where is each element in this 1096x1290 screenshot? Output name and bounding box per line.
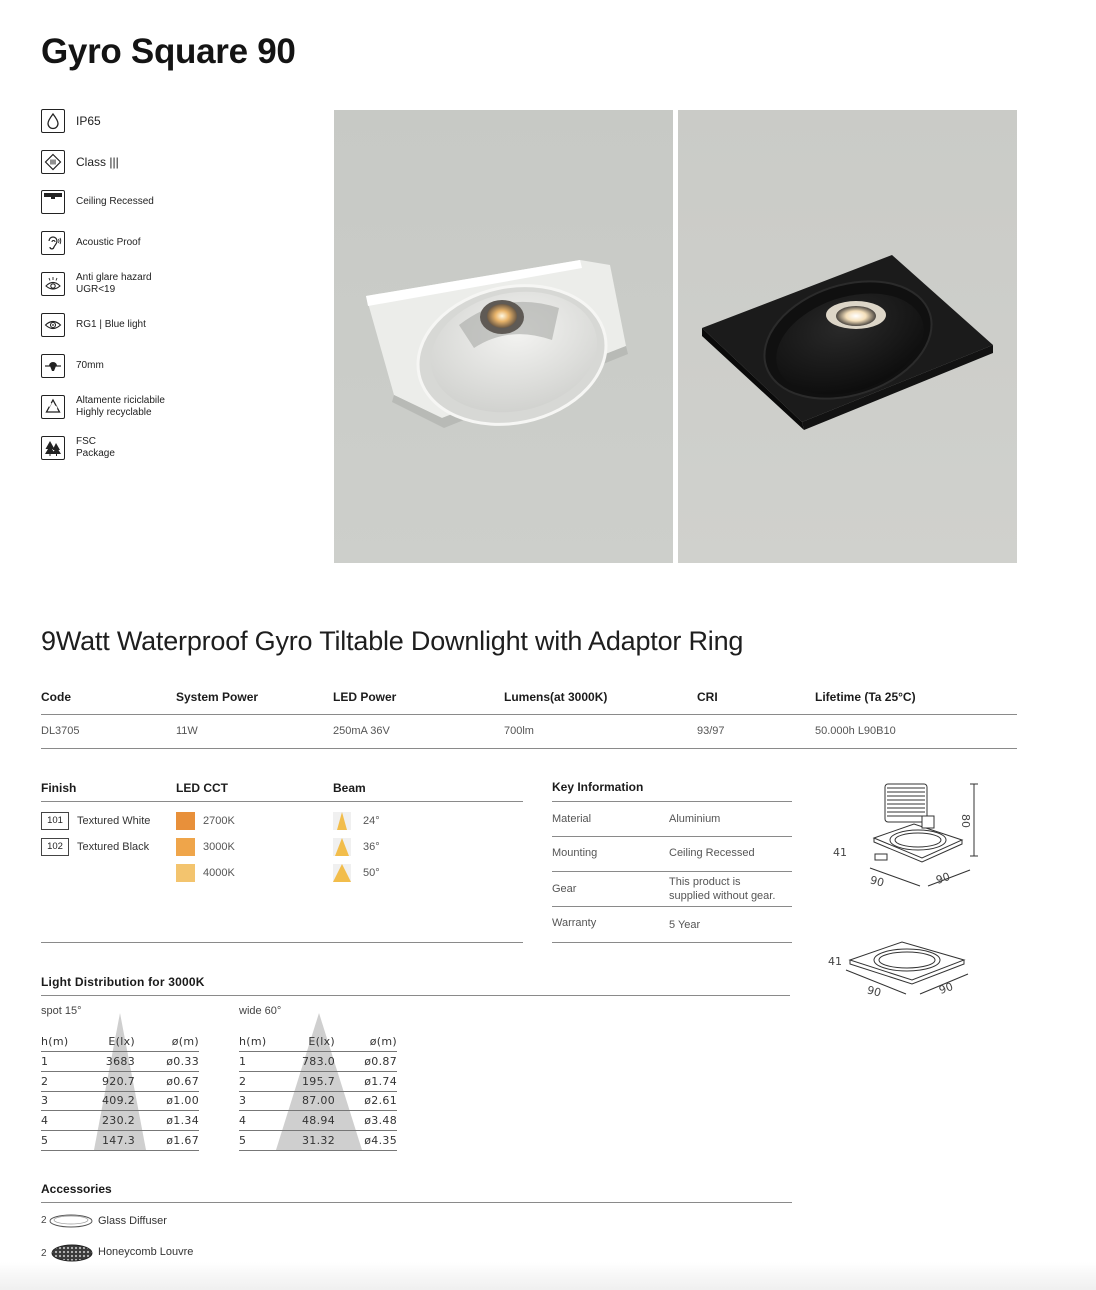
feature-label: IP65 — [76, 114, 101, 128]
cutout-size-icon — [41, 354, 65, 378]
spec-value-lifetime: 50.000h L90B10 — [815, 725, 896, 737]
cct-swatch-2700k — [176, 812, 195, 830]
ld-table-cell: 2 — [41, 1074, 49, 1088]
feature-blue-light — [41, 313, 146, 337]
water-drop-icon — [41, 109, 65, 133]
spec-value-lumens: 700lm — [504, 725, 534, 737]
ld-table-cell: 4 — [239, 1114, 247, 1128]
ld-table-cell: ø4.35 — [364, 1133, 397, 1147]
feature-recyclable — [41, 395, 165, 419]
accessory-label: Glass Diffuser — [98, 1215, 167, 1227]
cct-label: 2700K — [203, 815, 235, 827]
ld-header-cell: E(lx) — [308, 1035, 335, 1048]
ld-table-cell: ø1.74 — [364, 1074, 397, 1088]
recycle-icon — [41, 395, 65, 419]
feature-label: Altamente riciclabile — [76, 395, 165, 406]
spec-value-led-power: 250mA 36V — [333, 725, 390, 737]
ld-table-cell: 5 — [239, 1133, 247, 1147]
divider — [552, 906, 792, 907]
spec-header-system-power: System Power — [176, 690, 259, 704]
spec-header-code: Code — [41, 690, 71, 704]
blue-light-eye-icon — [41, 313, 65, 337]
wide-beam-label: wide 60° — [239, 1005, 282, 1017]
key-label-warranty: Warranty — [552, 917, 597, 929]
ld-table-cell: 2 — [239, 1074, 247, 1088]
beam-heading: Beam — [333, 781, 366, 795]
ld-table-cell: 783.0 — [302, 1055, 335, 1068]
ld-row-divider — [239, 1130, 397, 1131]
product-photo-white — [334, 110, 673, 563]
ld-table-cell: 48.94 — [302, 1114, 335, 1128]
dimension-width-b: 90 — [934, 869, 952, 888]
ld-row-divider — [239, 1091, 397, 1092]
beam-angle-icon — [333, 812, 351, 830]
key-value-gear-line2: supplied without gear. — [669, 890, 776, 902]
divider — [552, 942, 792, 943]
ld-row-divider — [239, 1150, 397, 1151]
ld-table-cell: ø0.67 — [166, 1074, 199, 1088]
class-three-icon — [41, 150, 65, 174]
glass-diffuser-icon — [48, 1212, 94, 1230]
key-value-gear-line1: This product is — [669, 876, 741, 888]
acoustic-ear-icon — [41, 231, 65, 255]
ld-table-cell: 3683 — [105, 1055, 135, 1068]
divider — [552, 801, 792, 802]
divider — [41, 748, 1017, 749]
ld-table-cell: 230.2 — [102, 1114, 135, 1128]
feature-label: 70mm — [76, 360, 104, 371]
key-info-heading: Key Information — [552, 780, 644, 794]
feature-sublabel: UGR<19 — [76, 284, 116, 295]
dimension-width-a: 90 — [865, 983, 883, 1000]
feature-label: Anti glare hazard — [76, 272, 152, 283]
divider — [41, 714, 1017, 715]
spec-value-code: DL3705 — [41, 725, 80, 737]
dimension-width-b: 90 — [937, 979, 955, 998]
product-photo-black — [678, 110, 1017, 563]
key-label-mounting: Mounting — [552, 847, 598, 859]
key-value-material: Aluminium — [669, 813, 721, 825]
ld-table-cell: 1 — [41, 1055, 49, 1068]
ld-row-divider — [41, 1130, 199, 1131]
feature-text — [76, 272, 152, 296]
key-label-gear: Gear — [552, 883, 577, 895]
feature-anti-glare — [41, 272, 152, 296]
beam-label: 24° — [363, 815, 380, 827]
cct-swatch-3000k — [176, 838, 195, 856]
ld-row-divider — [239, 1110, 397, 1111]
ld-header-cell: ø(m) — [171, 1035, 199, 1048]
ld-row-divider — [239, 1051, 397, 1052]
spec-value-cri: 93/97 — [697, 725, 725, 737]
spec-header-led-power: LED Power — [333, 690, 397, 704]
ld-table-cell: 3 — [41, 1094, 49, 1108]
feature-text — [76, 436, 115, 460]
divider — [41, 1202, 792, 1203]
fsc-tree-icon — [41, 436, 65, 460]
beam-angle-icon — [333, 838, 351, 856]
ld-table-cell: 1 — [239, 1055, 247, 1068]
feature-ip65 — [41, 109, 101, 133]
ceiling-recessed-icon — [41, 190, 65, 214]
product-subtitle: 9Watt Waterproof Gyro Tiltable Downlight with Adaptor Ring — [41, 626, 744, 656]
dimension-width-a: 90 — [868, 873, 886, 890]
ld-table-cell: ø1.34 — [166, 1114, 199, 1128]
feature-sublabel: Highly recyclable — [76, 407, 152, 418]
ld-table-cell: 147.3 — [102, 1133, 135, 1147]
ld-row-divider — [41, 1110, 199, 1111]
feature-cutout — [41, 354, 104, 378]
ld-table-cell: ø1.67 — [166, 1133, 199, 1147]
spec-header-cri: CRI — [697, 690, 718, 704]
dimension-depth: 41 — [833, 846, 847, 859]
ld-header-cell: h(m) — [239, 1035, 267, 1048]
ld-table-cell: ø2.61 — [364, 1094, 397, 1108]
finish-heading: Finish — [41, 781, 77, 795]
beam-label: 36° — [363, 841, 380, 853]
feature-label: Ceiling Recessed — [76, 196, 154, 207]
ld-table-cell: ø0.33 — [166, 1055, 199, 1068]
key-value-mounting: Ceiling Recessed — [669, 847, 755, 859]
dimension-depth: 41 — [828, 955, 842, 968]
page-bottom-shadow — [0, 1262, 1096, 1290]
accessories-title: Accessories — [41, 1182, 112, 1196]
finish-label-black: Textured Black — [77, 841, 150, 853]
ld-table-cell: 3 — [239, 1094, 247, 1108]
ld-header-cell: h(m) — [41, 1035, 69, 1048]
ld-table-cell: 920.7 — [102, 1074, 135, 1088]
key-label-material: Material — [552, 813, 592, 825]
spot-beam-label: spot 15° — [41, 1005, 82, 1017]
divider — [41, 942, 523, 943]
feature-label: Acoustic Proof — [76, 237, 141, 248]
feature-acoustic — [41, 231, 140, 255]
feature-text — [76, 395, 165, 419]
dimension-drawing-top — [842, 778, 992, 888]
dimension-drawing-bottom — [840, 936, 976, 1000]
spec-value-system-power: 11W — [176, 725, 198, 737]
ld-row-divider — [41, 1051, 199, 1052]
ld-table-cell: 5 — [41, 1133, 49, 1147]
ld-row-divider — [41, 1150, 199, 1151]
ld-table-cell: 195.7 — [302, 1074, 335, 1088]
feature-label: Class ||| — [76, 155, 119, 169]
feature-class — [41, 150, 119, 174]
page-title: Gyro Square 90 — [41, 32, 296, 71]
finish-code-white: 101 — [41, 812, 69, 830]
cct-label: 4000K — [203, 867, 235, 879]
feature-fsc — [41, 436, 115, 460]
finish-label-white: Textured White — [77, 815, 151, 827]
cct-label: 3000K — [203, 841, 235, 853]
ld-table-cell: 4 — [41, 1114, 49, 1128]
honeycomb-louvre-icon — [50, 1242, 94, 1264]
ld-header-cell: ø(m) — [369, 1035, 397, 1048]
feature-label: FSC — [76, 436, 96, 447]
finish-code-black: 102 — [41, 838, 69, 856]
ld-table-cell: 409.2 — [102, 1094, 135, 1108]
ld-table-cell: ø3.48 — [364, 1114, 397, 1128]
ld-row-divider — [239, 1071, 397, 1072]
ld-header-cell: E(lx) — [108, 1035, 135, 1048]
accessory-number: 2 — [41, 1215, 47, 1226]
ld-table-cell: 87.00 — [302, 1094, 335, 1108]
feature-sublabel: Package — [76, 448, 115, 459]
divider — [41, 801, 523, 802]
ld-row-divider — [41, 1071, 199, 1072]
spec-header-lumens: Lumens(at 3000K) — [504, 690, 608, 704]
divider — [552, 836, 792, 837]
ld-row-divider — [41, 1091, 199, 1092]
light-distribution-title: Light Distribution for 3000K — [41, 975, 205, 989]
divider — [552, 871, 792, 872]
key-value-gear — [669, 875, 775, 903]
cct-swatch-4000k — [176, 864, 195, 882]
beam-angle-icon — [333, 864, 351, 882]
feature-label: RG1 | Blue light — [76, 319, 146, 330]
ld-table-cell: ø1.00 — [166, 1094, 199, 1108]
anti-glare-eye-icon — [41, 272, 65, 296]
key-value-warranty: 5 Year — [669, 919, 701, 931]
cct-heading: LED CCT — [176, 781, 228, 795]
dimension-height: 80 — [959, 814, 972, 828]
ld-table-cell: 31.32 — [302, 1133, 335, 1147]
ld-table-cell: ø0.87 — [364, 1055, 397, 1068]
divider — [41, 995, 790, 996]
beam-label: 50° — [363, 867, 380, 879]
spec-header-lifetime: Lifetime (Ta 25°C) — [815, 690, 916, 704]
accessory-label: Honeycomb Louvre — [98, 1246, 194, 1258]
accessory-number: 2 — [41, 1248, 47, 1259]
feature-ceiling-recessed — [41, 190, 154, 214]
